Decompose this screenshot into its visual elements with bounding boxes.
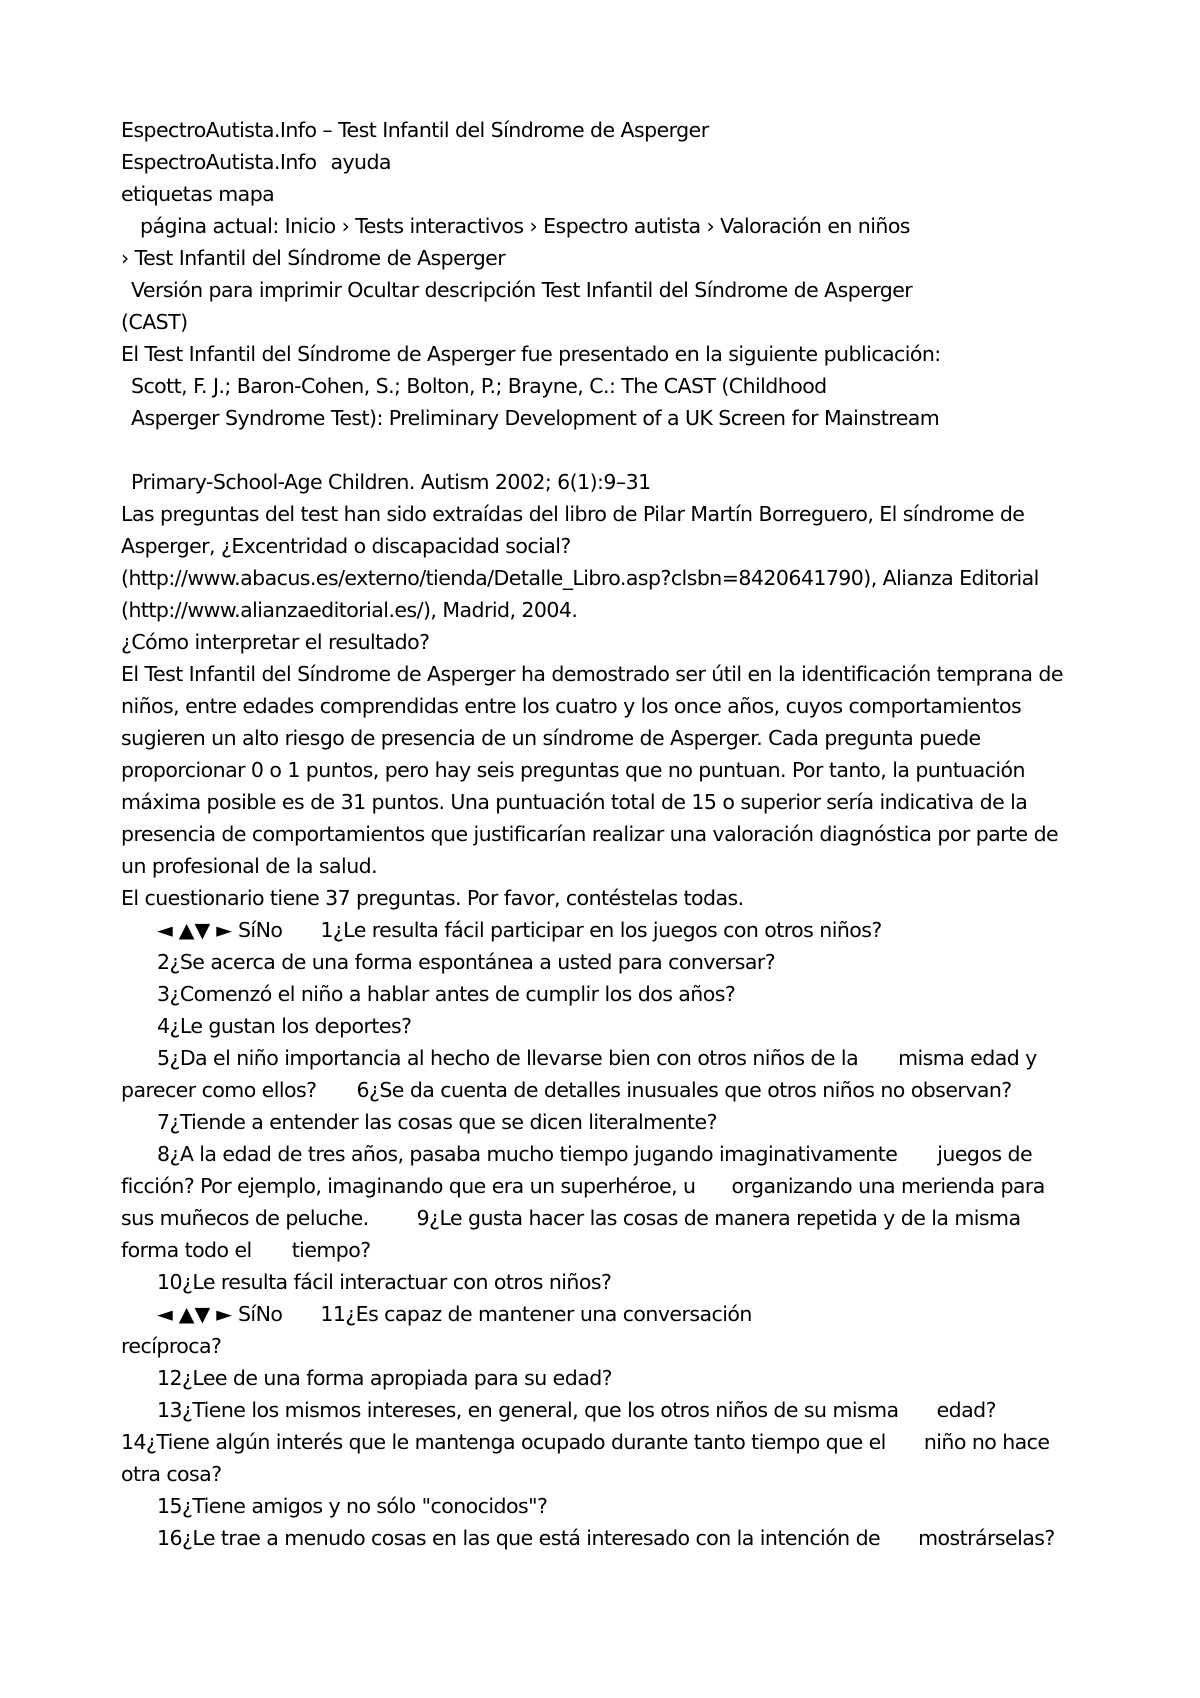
question-8	[157, 1138, 1032, 1170]
breadcrumb-separator: ›	[341, 214, 350, 238]
question-2: 2¿Se acerca de una forma espontánea a usted para conversar?	[157, 950, 776, 974]
citation-line: Primary-School-Age Children. Autism 2002; 6(1):9–31	[131, 470, 651, 494]
question-5-text: misma edad y	[898, 1046, 1037, 1070]
nav-up-arrow-icon[interactable]: ▲	[178, 918, 195, 942]
interpret-line: El Test Infantil del Síndrome de Asperger ha demostrado ser útil en la identificación temprana de	[121, 662, 1063, 686]
interpret-heading: ¿Cómo interpretar el resultado?	[121, 630, 430, 654]
question-5	[157, 1042, 1037, 1074]
nav-right-arrow-icon[interactable]: ►	[216, 1302, 232, 1326]
source-line: Asperger, ¿Excentridad o discapacidad social?	[121, 534, 571, 558]
page-title: EspectroAutista.Info – Test Infantil del Síndrome de Asperger	[121, 118, 709, 142]
question-5-text: 5¿Da el niño importancia al hecho de llevarse bien con otros niños de la	[157, 1046, 859, 1070]
breadcrumb-continued	[121, 242, 505, 274]
question-8-row	[121, 1170, 1045, 1202]
question-8-text: organizando una merienda para	[731, 1174, 1045, 1198]
question-row-11	[157, 1298, 752, 1330]
question-16	[157, 1522, 1055, 1554]
interpret-line: un profesional de la salud.	[121, 854, 378, 878]
question-14-text: 14¿Tiene algún interés que le mantenga ocupado durante tanto tiempo que el	[121, 1430, 886, 1454]
question-14	[121, 1426, 1049, 1458]
question-9-row	[121, 1234, 371, 1266]
citation-line: Scott, F. J.; Baron-Cohen, S.; Bolton, P.; Brayne, C.: The CAST (Childhood	[131, 374, 827, 398]
question-3: 3¿Comenzó el niño a hablar antes de cumplir los dos años?	[157, 982, 736, 1006]
hide-description-link[interactable]: Ocultar descripción	[347, 278, 536, 302]
question-row-1	[157, 914, 882, 946]
question-11-text: recíproca?	[121, 1334, 222, 1358]
interpret-line: niños, entre edades comprendidas entre los cuatro y los once años, cuyos comportamientos	[121, 694, 1022, 718]
print-version-link[interactable]: Versión para imprimir	[131, 278, 342, 302]
question-9: 9¿Le gusta hacer las cosas de manera repetida y de la misma	[416, 1206, 1021, 1230]
breadcrumb-label: página actual:	[140, 214, 279, 238]
question-8-9-row	[121, 1202, 1020, 1234]
question-16-text: mostrárselas?	[918, 1526, 1055, 1550]
nav-down-arrow-icon[interactable]: ▼	[194, 1302, 211, 1326]
test-title-suffix: (CAST)	[121, 310, 188, 334]
question-15: 15¿Tiene amigos y no sólo "conocidos"?	[157, 1494, 548, 1518]
intro-text: El Test Infantil del Síndrome de Asperger fue presentado en la siguiente publicación:	[121, 342, 941, 366]
interpret-line: presencia de comportamientos que justificarían realizar una valoración diagnóstica por parte de	[121, 822, 1059, 846]
question-9-text: forma todo el	[121, 1238, 252, 1262]
breadcrumb-separator: ›	[529, 214, 538, 238]
nav-left-arrow-icon[interactable]: ◄	[157, 918, 173, 942]
help-link[interactable]: ayuda	[330, 150, 391, 174]
question-9-text: tiempo?	[291, 1238, 371, 1262]
source-line-link[interactable]: (http://www.alianzaeditorial.es/), Madrid, 2004.	[121, 598, 578, 622]
yes-no-options[interactable]: SíNo	[237, 1302, 283, 1326]
interpret-line: máxima posible es de 31 puntos. Una puntuación total de 15 o superior sería indicativa de la	[121, 790, 1028, 814]
question-8-text: juegos de	[937, 1142, 1033, 1166]
question-6: 6¿Se da cuenta de detalles inusuales que otros niños no observan?	[356, 1078, 1012, 1102]
breadcrumb-item-tests[interactable]: Tests interactivos	[355, 214, 524, 238]
test-title: Test Infantil del Síndrome de Asperger	[541, 278, 913, 302]
question-8-text: sus muñecos de peluche.	[121, 1206, 369, 1230]
question-5-text: parecer como ellos?	[121, 1078, 317, 1102]
question-12: 12¿Lee de una forma apropiada para su edad?	[157, 1366, 613, 1390]
question-13-text: edad?	[936, 1398, 996, 1422]
source-line-link[interactable]: (http://www.abacus.es/externo/tienda/Detalle_Libro.asp?clsbn=8420641790), Alianza Editorial	[121, 566, 1039, 590]
question-11: 11¿Es capaz de mantener una conversación	[320, 1302, 752, 1326]
map-link[interactable]: mapa	[218, 182, 275, 206]
question-10: 10¿Le resulta fácil interactuar con otros niños?	[157, 1270, 612, 1294]
interpret-line: proporcionar 0 o 1 puntos, pero hay seis preguntas que no puntuan. Por tanto, la puntuación	[121, 758, 1025, 782]
question-14-text: otra cosa?	[121, 1462, 222, 1486]
nav-down-arrow-icon[interactable]: ▼	[194, 918, 211, 942]
breadcrumb-item-current: Test Infantil del Síndrome de Asperger	[134, 246, 506, 270]
nav-left-arrow-icon[interactable]: ◄	[157, 1302, 173, 1326]
question-14-text: niño no hace	[923, 1430, 1050, 1454]
question-4: 4¿Le gustan los deportes?	[157, 1014, 412, 1038]
site-header	[121, 146, 391, 178]
breadcrumb-item-autism-spectrum[interactable]: Espectro autista	[543, 214, 701, 238]
site-links	[121, 178, 274, 210]
question-16-text: 16¿Le trae a menudo cosas en las que está interesado con la intención de	[157, 1526, 881, 1550]
question-13	[157, 1394, 996, 1426]
question-8-text: ficción? Por ejemplo, imaginando que era un superhéroe, u	[121, 1174, 696, 1198]
interpret-line: sugieren un alto riesgo de presencia de un síndrome de Asperger. Cada pregunta puede	[121, 726, 981, 750]
instructions: El cuestionario tiene 37 preguntas. Por favor, contéstelas todas.	[121, 886, 744, 910]
breadcrumb-item-home[interactable]: Inicio	[284, 214, 336, 238]
source-line: Las preguntas del test han sido extraídas del libro de Pilar Martín Borreguero, El síndrome de	[121, 502, 1025, 526]
yes-no-options[interactable]: SíNo	[237, 918, 283, 942]
breadcrumb-separator: ›	[706, 214, 715, 238]
question-13-text: 13¿Tiene los mismos intereses, en general, que los otros niños de su misma	[157, 1398, 899, 1422]
site-name-link[interactable]: EspectroAutista.Info	[121, 150, 317, 174]
breadcrumb	[140, 210, 910, 242]
citation-line: Asperger Syndrome Test): Preliminary Development of a UK Screen for Mainstream	[131, 406, 940, 430]
breadcrumb-item-assessment-children[interactable]: Valoración en niños	[720, 214, 910, 238]
question-8-text: 8¿A la edad de tres años, pasaba mucho tiempo jugando imaginativamente	[157, 1142, 898, 1166]
actions-row	[131, 274, 912, 306]
nav-up-arrow-icon[interactable]: ▲	[178, 1302, 195, 1326]
nav-right-arrow-icon[interactable]: ►	[216, 918, 232, 942]
tags-link[interactable]: etiquetas	[121, 182, 213, 206]
question-5-6-row	[121, 1074, 1012, 1106]
question-7: 7¿Tiende a entender las cosas que se dicen literalmente?	[157, 1110, 717, 1134]
question-1: 1¿Le resulta fácil participar en los juegos con otros niños?	[320, 918, 882, 942]
breadcrumb-separator: ›	[121, 246, 129, 270]
